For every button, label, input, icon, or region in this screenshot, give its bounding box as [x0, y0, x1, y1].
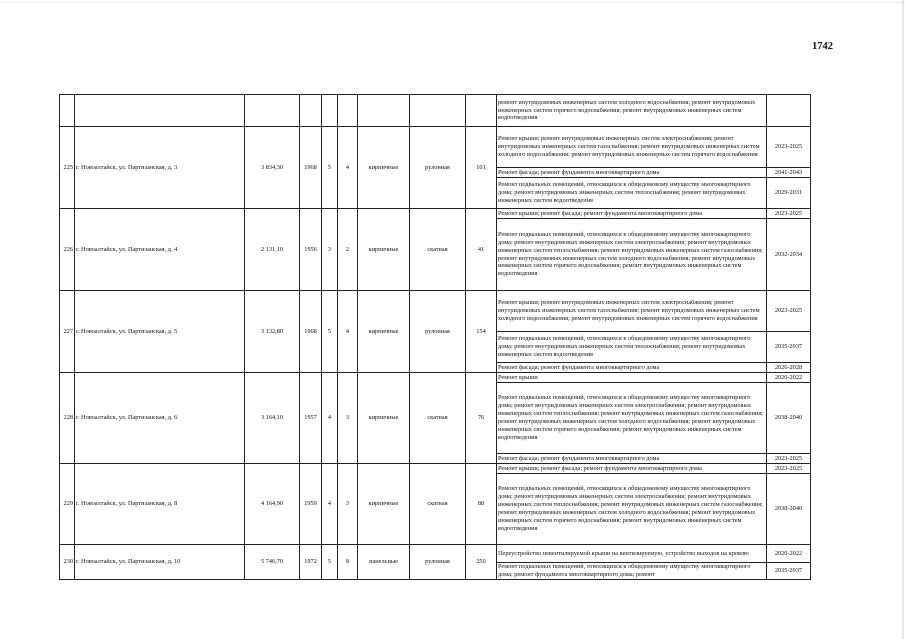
cell-num: 225	[60, 127, 75, 209]
cell-floors: 4	[322, 373, 338, 464]
cell-address: г. Новоалтайск, ул. Партизанская, д. 6	[75, 373, 245, 464]
cell-roof: рулонная	[410, 545, 466, 580]
cell-period: 2023-2025	[767, 209, 811, 219]
cell-period: 2020-2022	[767, 373, 811, 383]
cell-works: Ремонт крыши; ремонт внутридомовых инженерных систем электроснабжения; ремонт внутридомовых инженерных систем газоснабжения; ремонт внутридомовых инженерных систем холодного водоснабжения; ремонт внутридомовых инженерных систем горячего водоснабжения	[497, 127, 767, 168]
cell-address: г. Новоалтайск, ул. Партизанская, д. 5	[75, 291, 245, 373]
cell-entrances: 4	[338, 291, 358, 373]
cell-period: 2023-2025	[767, 127, 811, 168]
cell-works: Ремонт подвальных помещений, относящихся к общедомовому имуществу многоквартирного дома; ремонт фундамента многоквартирного дома; ремонт	[497, 563, 767, 580]
cell-walls: кирпичные	[358, 464, 410, 545]
cell-walls	[358, 95, 410, 127]
table-row-continued	[60, 95, 811, 127]
cell-num: 226	[60, 209, 75, 291]
cell-area: 4 164,90	[245, 464, 300, 545]
cell-address: г. Новоалтайск, ул. Партизанская, д. 4	[75, 209, 245, 291]
cell-floors	[322, 95, 338, 127]
page-number: 1742	[812, 41, 833, 52]
cell-residents: 88	[466, 464, 497, 545]
cell-floors: 4	[322, 464, 338, 545]
cell-works: Ремонт подвальных помещений, относящихся к общедомовому имуществу многоквартирного дома; ремонт внутридомовых инженерных систем электроснабжения; ремонт внутридомовых инженерных систем теплоснабжения; ремонт внутридомовых инженерных систем газоснабжения; ремонт внутридомовых инженерных систем холодного водоснабжения; ремонт внутридомовых инженерных систем горячего водоснабжения; ремонт внутридомовых инженерных систем водоотведения	[497, 219, 767, 291]
cell-walls: кирпичные	[358, 127, 410, 209]
cell-works: Ремонт крыши; ремонт внутридомовых инженерных систем электроснабжения; ремонт внутридомовых инженерных систем газоснабжения; ремонт внутридомовых инженерных систем холодного водоснабжения; ремонт внутридомовых инженерных систем горячего водоснабжения	[497, 291, 767, 332]
cell-period: 2035-2037	[767, 332, 811, 363]
cell-works: ремонт внутридомовых инженерных систем холодного водоснабжения; ремонт внутридомовых инженерных систем горячего водоснабжения; ремонт внутридомовых инженерных систем водоотведения	[497, 95, 767, 127]
cell-roof: скатная	[410, 209, 466, 291]
cell-period: 2023-2025	[767, 454, 811, 464]
repair-schedule-table	[59, 94, 811, 580]
cell-num: 230	[60, 545, 75, 580]
table-body	[60, 95, 811, 580]
cell-period: 2035-2037	[767, 563, 811, 580]
cell-year: 1968	[300, 291, 322, 373]
cell-entrances	[338, 95, 358, 127]
cell-address: г. Новоалтайск, ул. Партизанская, д. 8	[75, 464, 245, 545]
cell-period: 2038-2040	[767, 474, 811, 545]
cell-area: 5 746,70	[245, 545, 300, 580]
cell-roof: скатная	[410, 464, 466, 545]
scan-mark-top	[0, 2, 905, 3]
cell-entrances: 8	[338, 545, 358, 580]
table-row	[60, 545, 811, 563]
cell-area: 3 132,80	[245, 291, 300, 373]
cell-period: 2020-2022	[767, 545, 811, 563]
cell-residents: 41	[466, 209, 497, 291]
cell-entrances: 3	[338, 373, 358, 464]
cell-num: 229	[60, 464, 75, 545]
cell-entrances: 2	[338, 209, 358, 291]
cell-floors: 5	[322, 545, 338, 580]
table-row	[60, 464, 811, 474]
cell-floors: 3	[322, 209, 338, 291]
cell-num: 227	[60, 291, 75, 373]
cell-year: 1959	[300, 464, 322, 545]
cell-works: Ремонт фасада; ремонт фундамента многоквартирного дома	[497, 454, 767, 464]
cell-address: г. Новоалтайск, ул. Партизанская, д. 10	[75, 545, 245, 580]
cell-area: 2 131,10	[245, 209, 300, 291]
cell-period: 2026-2028	[767, 363, 811, 373]
cell-residents: 76	[466, 373, 497, 464]
cell-period: 2041-2043	[767, 168, 811, 178]
cell-year: 1968	[300, 127, 322, 209]
cell-period: 2023-2025	[767, 291, 811, 332]
cell-area: 3 834,30	[245, 127, 300, 209]
cell-entrances: 3	[338, 464, 358, 545]
table-row	[60, 127, 811, 168]
cell-roof: рулонная	[410, 127, 466, 209]
cell-works: Ремонт подвальных помещений, относящихся к общедомовому имуществу многоквартирного дома; ремонт внутридомовых инженерных систем электроснабжения; ремонт внутридомовых инженерных систем теплоснабжения; ремонт внутридомовых инженерных систем газоснабжения; ремонт внутридомовых инженерных систем холодного водоснабжения; ремонт внутридомовых инженерных систем горячего водоснабжения; ремонт внутридомовых инженерных систем водоотведения	[497, 383, 767, 454]
table-row	[60, 209, 811, 219]
cell-residents: 250	[466, 545, 497, 580]
cell-works: Ремонт крыши; ремонт фасада; ремонт фундамента многоквартирного дома	[497, 209, 767, 219]
cell-works: Ремонт подвальных помещений, относящихся к общедомовому имуществу многоквартирного дома; ремонт внутридомовых инженерных систем теплоснабжения; ремонт внутридомовых инженерных систем водоотведения	[497, 178, 767, 209]
cell-year	[300, 95, 322, 127]
cell-residents: 101	[466, 127, 497, 209]
cell-year: 1972	[300, 545, 322, 580]
cell-period: 2023-2025	[767, 464, 811, 474]
cell-entrances: 4	[338, 127, 358, 209]
cell-floors: 5	[322, 127, 338, 209]
cell-area: 3 164,10	[245, 373, 300, 464]
cell-works: Ремонт фасада; ремонт фундамента многоквартирного дома	[497, 363, 767, 373]
table-row	[60, 291, 811, 332]
cell-roof: рулонная	[410, 291, 466, 373]
cell-residents: 154	[466, 291, 497, 373]
cell-walls: кирпичные	[358, 291, 410, 373]
cell-num	[60, 95, 75, 127]
cell-walls: панельные	[358, 545, 410, 580]
cell-works: Ремонт подвальных помещений, относящихся к общедомовому имуществу многоквартирного дома; ремонт внутридомовых инженерных систем электроснабжения; ремонт внутридомовых инженерных систем теплоснабжения; ремонт внутридомовых инженерных систем газоснабжения; ремонт внутридомовых инженерных систем холодного водоснабжения; ремонт внутридомовых инженерных систем горячего водоснабжения; ремонт внутридомовых инженерных систем водоотведения	[497, 474, 767, 545]
cell-works: Ремонт крыши	[497, 373, 767, 383]
cell-num: 228	[60, 373, 75, 464]
cell-works: Ремонт крыши; ремонт фасада; ремонт фундамента многоквартирного дома	[497, 464, 767, 474]
cell-walls: кирпичные	[358, 373, 410, 464]
cell-year: 1957	[300, 373, 322, 464]
cell-address	[75, 95, 245, 127]
cell-period: 2032-2034	[767, 219, 811, 291]
scan-mark-right	[902, 0, 904, 639]
cell-works: Ремонт подвальных помещений, относящихся к общедомовому имуществу многоквартирного дома; ремонт внутридомовых инженерных систем теплоснабжения; ремонт внутридомовых инженерных систем водоотведения	[497, 332, 767, 363]
cell-residents	[466, 95, 497, 127]
cell-floors: 5	[322, 291, 338, 373]
cell-works: Ремонт фасада; ремонт фундамента многоквартирного дома	[497, 168, 767, 178]
cell-period: 2029-2031	[767, 178, 811, 209]
table-row	[60, 373, 811, 383]
cell-roof	[410, 95, 466, 127]
cell-roof: скатная	[410, 373, 466, 464]
cell-period: 2038-2040	[767, 383, 811, 454]
cell-year: 1956	[300, 209, 322, 291]
cell-walls: кирпичные	[358, 209, 410, 291]
cell-address: г. Новоалтайск, ул. Партизанская, д. 3	[75, 127, 245, 209]
cell-period	[767, 95, 811, 127]
cell-area	[245, 95, 300, 127]
cell-works: Переустройство невентилируемой крыши на вентилируемую, устройство выходов на кровлю	[497, 545, 767, 563]
